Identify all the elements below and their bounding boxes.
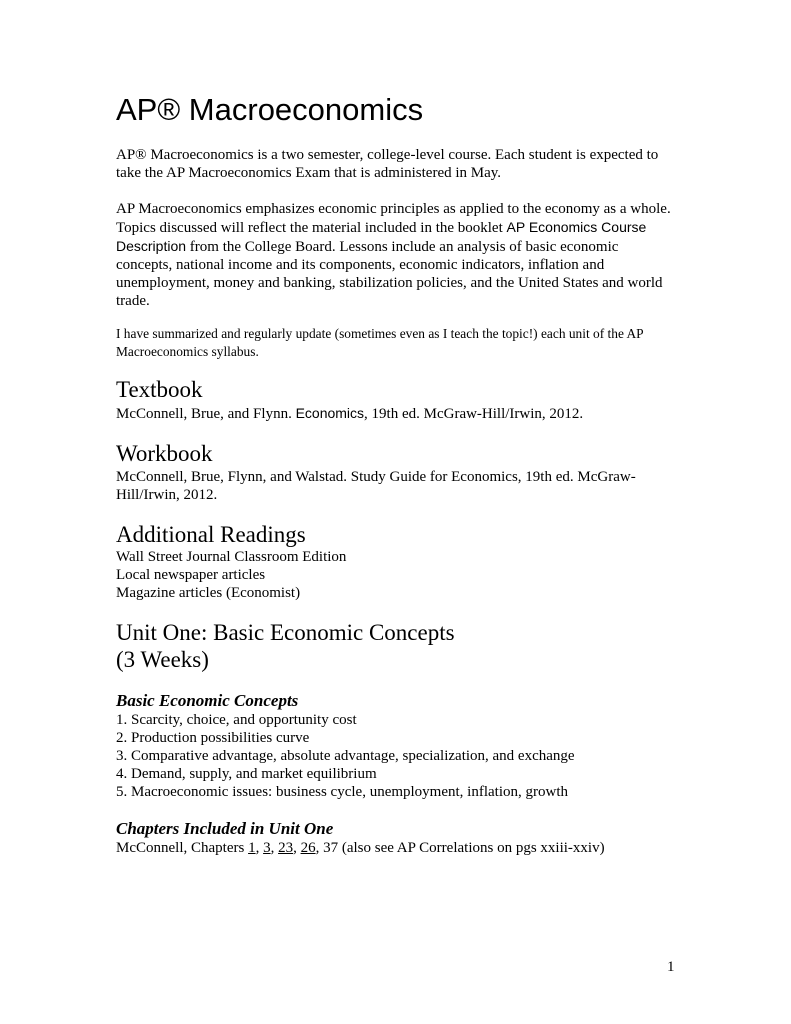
list-item: 1. Scarcity, choice, and opportunity cost: [116, 712, 357, 728]
chapters-line: McConnell, Chapters 1, 3, 23, 26, 37 (also see AP Correlations on pgs xxiii-xxiv): [116, 840, 605, 856]
list-item: Local newspaper articles: [116, 567, 266, 583]
list-item: 3. Comparative advantage, absolute advantage, specialization, and exchange: [116, 748, 575, 764]
textbook-citation-end: , 19th ed. McGraw-Hill/Irwin, 2012.: [364, 406, 584, 422]
additional-readings-list: [116, 548, 346, 602]
list-item: 5. Macroeconomic issues: business cycle, unemployment, inflation, growth: [116, 784, 568, 800]
page-number: 1: [667, 959, 675, 975]
chapter-link-23[interactable]: 23: [278, 840, 294, 856]
intro-paragraph-2-end: from the College Board. Lessons include an analysis of basic economic concepts, national income and its components, economic indicators, inflation and unemployment, money and banking, stabilization policies, and the United States and world trade.: [116, 239, 663, 309]
chapter-link-3[interactable]: 3: [263, 840, 271, 856]
textbook-title: Economics: [295, 405, 365, 421]
unit-one-heading: Unit One: Basic Economic Concepts: [116, 620, 455, 645]
basic-concepts-list: [116, 711, 575, 801]
additional-readings-heading: Additional Readings: [116, 522, 306, 547]
intro-paragraph-2-start: AP Macroeconomics emphasizes economic principles as applied to the economy as a whole. Topics discussed will reflect the material included in the booklet: [116, 201, 671, 236]
chapters-suffix: , 37 (also see AP Correlations on pgs xxiii-xxiv): [315, 840, 605, 856]
chapter-link-1[interactable]: 1: [248, 840, 256, 856]
list-item: Magazine articles (Economist): [116, 585, 301, 601]
workbook-citation: McConnell, Brue, Flynn, and Walstad. Study Guide for Economics, 19th ed. McGraw-Hill/Irwin, 2012.: [116, 469, 636, 503]
list-item: 2. Production possibilities curve: [116, 730, 310, 746]
chapters-prefix: McConnell, Chapters: [116, 840, 249, 856]
page-title: AP® Macroeconomics: [116, 92, 424, 127]
list-item: 4. Demand, supply, and market equilibrium: [116, 766, 377, 782]
textbook-citation-start: McConnell, Brue, and Flynn.: [116, 406, 296, 422]
intro-paragraph-3: I have summarized and regularly update (sometimes even as I teach the topic!) each unit of the AP Macroeconomics syllabus.: [116, 326, 644, 359]
workbook-heading: Workbook: [116, 441, 213, 466]
basic-concepts-heading: Basic Economic Concepts: [116, 691, 299, 710]
booklet-title: AP Economics Course Description: [116, 219, 647, 254]
list-item: Wall Street Journal Classroom Edition: [116, 549, 347, 565]
textbook-heading: Textbook: [116, 377, 203, 402]
unit-one-duration: (3 Weeks): [116, 647, 209, 672]
textbook-citation: [116, 404, 676, 423]
chapters-heading: Chapters Included in Unit One: [116, 819, 334, 838]
intro-paragraph-1: AP® Macroeconomics is a two semester, college-level course. Each student is expected to take the AP Macroeconomics Exam that is administered in May.: [116, 147, 659, 181]
intro-paragraph-2: [116, 200, 676, 310]
chapter-link-26[interactable]: 26: [300, 840, 316, 856]
